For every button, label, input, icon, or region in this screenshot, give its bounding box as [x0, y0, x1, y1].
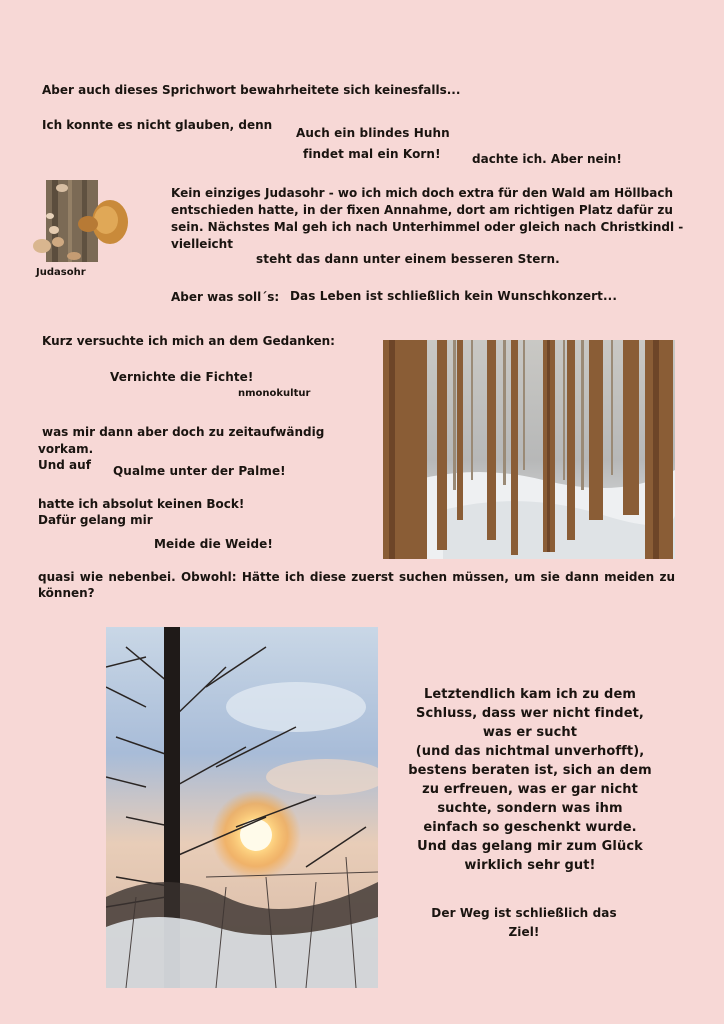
palm-text: Qualme unter der Palme! — [113, 464, 286, 478]
conclusion-line: einfach so geschenkt wurde. — [423, 820, 637, 835]
conclusion-line: Letztendlich kam ich zu dem — [423, 687, 637, 702]
mushroom-caption: Judasohr — [36, 267, 86, 278]
monoculture-text: nmonokultur — [238, 388, 311, 399]
judas-paragraph-line-3: sein. Nächstes Mal geh ich nach Unterhimmel oder gleich nach Christkindl - — [171, 220, 684, 234]
way-goal-line-2: Ziel! — [508, 925, 540, 939]
conclusion-line: (und das nichtmal unverhofft), — [415, 744, 645, 759]
conclusion-line: bestens beraten ist, sich an dem — [408, 763, 652, 778]
conclusion-block — [394, 685, 666, 875]
thought-text: dachte ich. Aber nein! — [472, 152, 622, 166]
judas-paragraph-line-1: Kein einziges Judasohr - wo ich mich doch extra für den Wald am Höllbach — [171, 186, 673, 200]
wish-concert-text: Das Leben ist schließlich kein Wunschkonzert... — [290, 289, 617, 303]
couldnt-believe-text: Ich konnte es nicht glauben, denn — [42, 118, 273, 132]
conclusion-line: Und das gelang mir zum Glück — [417, 839, 643, 854]
conclusion-line: wirklich sehr gut! — [464, 858, 596, 873]
and-on-text: Und auf — [38, 458, 91, 472]
casually-line-2: können? — [38, 586, 95, 600]
conclusion-line: zu erfreuen, was er gar nicht — [422, 782, 638, 797]
destroy-spruce-text: Vernichte die Fichte! — [110, 370, 254, 384]
too-long-line-1: was mir dann aber doch zu zeitaufwändig — [42, 425, 325, 439]
better-star-text: steht das dann unter einem besseren Stern. — [256, 252, 560, 266]
whatever-text: Aber was soll´s: — [171, 290, 280, 304]
snowy-forest-image — [383, 340, 675, 559]
judas-paragraph-line-4: vielleicht — [171, 237, 233, 251]
instead-text: Dafür gelang mir — [38, 513, 153, 527]
proverb-line-1: Auch ein blindes Huhn — [296, 126, 450, 140]
conclusion-line: was er sucht — [482, 725, 578, 740]
casually-line-1: quasi wie nebenbei. Obwohl: Hätte ich diese zuerst suchen müssen, um sie dann meiden zu — [38, 570, 675, 584]
judas-paragraph-line-2: entschieden hatte, in der fixen Annahme, dort am richtigen Platz dafür zu — [171, 203, 673, 217]
judasohr-mushroom-image — [32, 180, 130, 262]
intro-line: Aber auch dieses Sprichwort bewahrheitete sich keinesfalls... — [42, 83, 461, 97]
too-long-line-2: vorkam. — [38, 442, 94, 456]
willow-text: Meide die Weide! — [154, 537, 273, 551]
winter-sunset-image — [106, 627, 378, 988]
tried-thought-text: Kurz versuchte ich mich an dem Gedanken: — [42, 334, 335, 348]
no-mood-text: hatte ich absolut keinen Bock! — [38, 497, 245, 511]
proverb-line-2: findet mal ein Korn! — [303, 147, 441, 161]
conclusion-line: suchte, sondern was ihm — [437, 801, 623, 816]
way-goal-line-1: Der Weg ist schließlich das — [431, 906, 617, 920]
conclusion-line: Schluss, dass wer nicht findet, — [416, 706, 644, 721]
